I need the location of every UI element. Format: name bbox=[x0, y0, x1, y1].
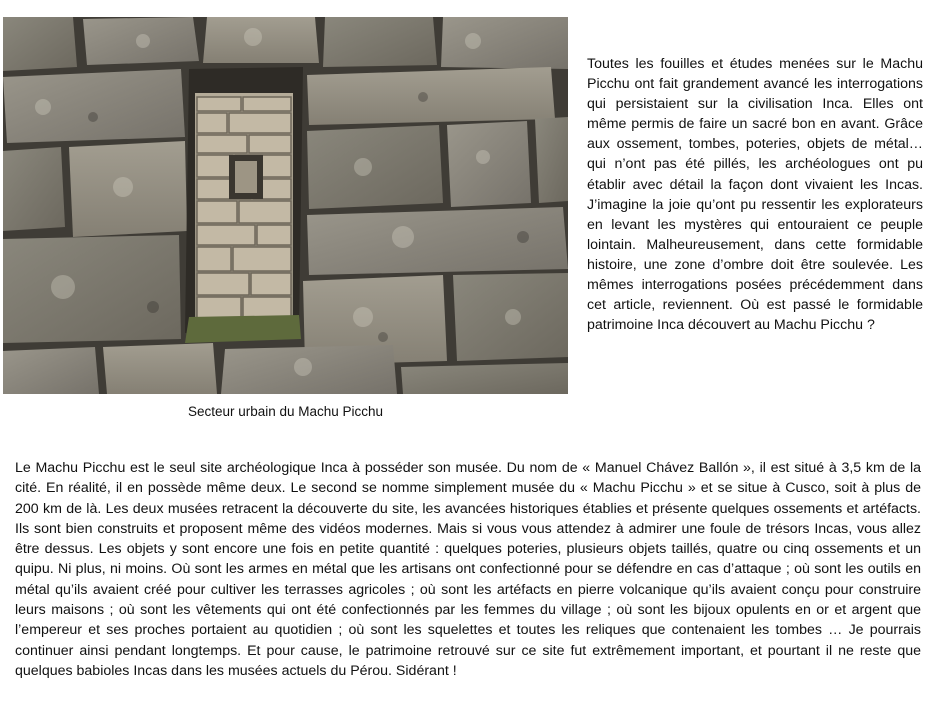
side-paragraph: Toutes les fouilles et études menées sur le Machu Picchu ont fait grandement avancé les interrogations qui persistaient sur la civilisation Inca. Elles ont même permis de faire un sacré bon en avant. Grâce aux ossement, tombes, poteries, objets de métal… qui n’ont pas été pillés, les archéologues ont pu établir avec détail la façon dont vivaient les Incas. J’imagine la joie qu’ont pu ressentir les explorateurs en levant les mystères qui entouraient ce peuple lointain. Malheureusement, dans cette formidable histoire, une zone d’ombre doit être soulevée. Les mêmes interrogations posées précédemment dans cet article, reviennent. Où est passé le formidable patrimoine Inca découvert au Machu Picchu ? bbox=[587, 56, 923, 334]
main-paragraph: Le Machu Picchu est le seul site archéologique Inca à posséder son musée. Du nom de « Manuel Chávez Ballón », il est situé à 3,5 km de la cité. En réalité, il en possède même deux. Le second se nomme simplement musée du « Machu Picchu » et se situe à Cusco, soit à plus de 200 km de là. Les deux musées retracent la découverte du site, les avancées historiques établies et présente quelques ossements et artéfacts. Ils sont bien construits et proposent même des vidéos modernes. Mais si vous vous attendez à admirer une foule de trésors Incas, vous allez être dessus. Les objets y sont encore une fois en petite quantité : quelques poteries, plusieurs objets taillés, quatre ou cinq ossements et un quipu. Ni plus, ni moins. Où sont les armes en métal que les artisans ont confectionné pour se défendre en cas d’attaque ; où sont les outils en métal qu’ils avaient créé pour cultiver les terrasses agricoles ; où sont les artéfacts en pierre volcanique qu’ils avaient conçu pour construire leurs maisons ; où sont les vêtements qui ont été confectionnés par les femmes du village ; où sont les bijoux opulents en or et argent que l’empereur et ses proches portaient au quotidien ; où sont les squelettes et toutes les reliques que contenaient les tombes … Je pourrais continuer ainsi pendant longtemps. Et pour cause, le patrimoine retrouvé sur ce site fut extrêmement important, et pourtant il ne reste que quelques babioles Incas dans les musées actuels du Pérou. Sidérant ! bbox=[15, 460, 921, 679]
stone-wall-window-photo bbox=[3, 17, 568, 394]
photo-caption: Secteur urbain du Machu Picchu bbox=[187, 404, 384, 419]
